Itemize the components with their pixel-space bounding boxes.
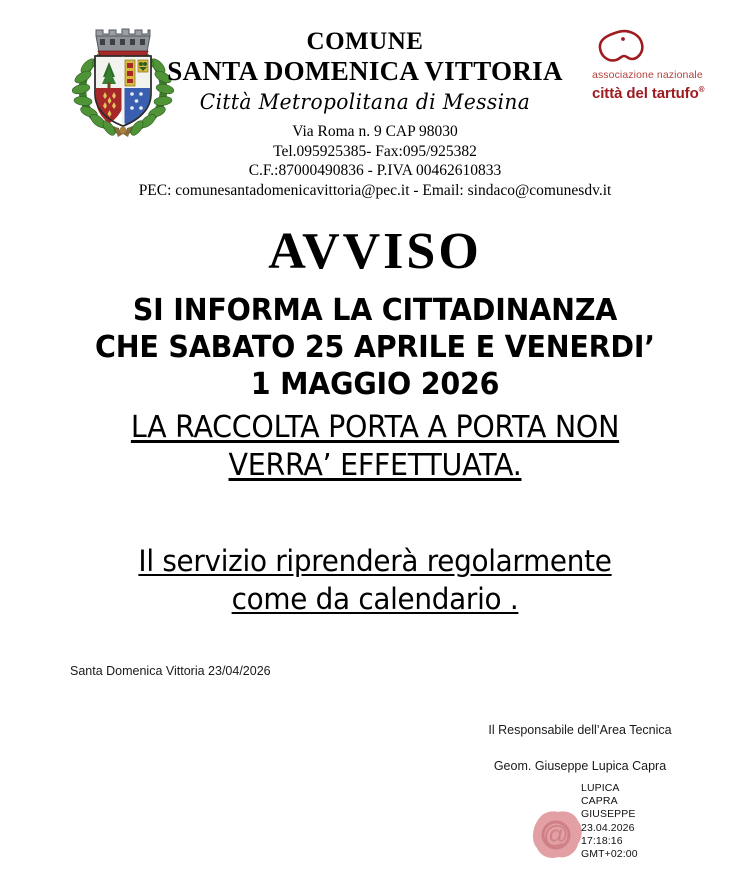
svg-text:@: @ — [543, 821, 569, 849]
sig-timezone: GMT+02:00 — [581, 848, 638, 861]
notice-line-4: LA RACCOLTA PORTA A PORTA NON — [130, 410, 620, 445]
notice-line-3: 1 MAGGIO 2026 — [250, 367, 500, 402]
sig-given-name: GIUSEPPE — [581, 808, 636, 821]
sig-surname-2: CAPRA — [581, 795, 618, 808]
email-line: PEC: comunesantadomenicavittoria@pec.it - Email: sindaco@comunesdv.it — [138, 181, 612, 199]
sig-date: 23.04.2026 — [581, 821, 635, 834]
wax-seal-at-symbol-icon — [528, 808, 586, 862]
signature-block — [430, 722, 730, 774]
citta-del-tartufo-logo — [592, 26, 742, 102]
header-title-group — [150, 28, 580, 117]
signature-details — [581, 782, 638, 861]
notice-announcement — [19, 292, 732, 403]
notice-line-2: CHE SABATO 25 APRILE E VENERDI’ — [95, 330, 655, 365]
notice-body — [0, 222, 750, 618]
phone-fax-line: Tel.095925385- Fax:095/925382 — [273, 142, 477, 160]
place-and-date: Santa Domenica Vittoria 23/04/2026 — [70, 664, 271, 678]
signer-role: Il Responsabile dell’Area Tecnica — [488, 723, 672, 737]
comune-name: SANTA DOMENICA VITTORIA — [167, 56, 563, 86]
digital-signature-stamp — [528, 782, 728, 874]
notice-resumption — [15, 542, 735, 618]
notice-line-1: SI INFORMA LA CITTADINANZA — [132, 293, 618, 328]
sig-surname-1: LUPICA — [581, 782, 620, 794]
fiscal-code-line: C.F.:87000490836 - P.IVA 00462610833 — [248, 162, 502, 179]
signer-name: Geom. Giuseppe Lupica Capra — [493, 759, 667, 773]
address-line: Via Roma n. 9 CAP 98030 — [292, 123, 458, 140]
notice-title: AVVISO — [268, 223, 482, 280]
province-name: Città Metropolitana di Messina — [199, 90, 531, 114]
notice-line-6: Il servizio riprenderà regolarmente — [138, 544, 612, 578]
contact-details — [0, 122, 750, 200]
sig-time: 17:18:16 — [581, 834, 623, 847]
logo-line-1: associazione nazionale — [592, 69, 703, 81]
logo-line-2: città del tartufo® — [592, 85, 705, 102]
document-header — [0, 0, 750, 200]
notice-line-7: come da calendario . — [231, 582, 519, 616]
truffle-icon — [592, 26, 742, 70]
notice-suspension — [19, 409, 732, 485]
notice-line-5: VERRA’ EFFETTUATA. — [228, 448, 522, 483]
comune-label: COMUNE — [306, 28, 424, 55]
